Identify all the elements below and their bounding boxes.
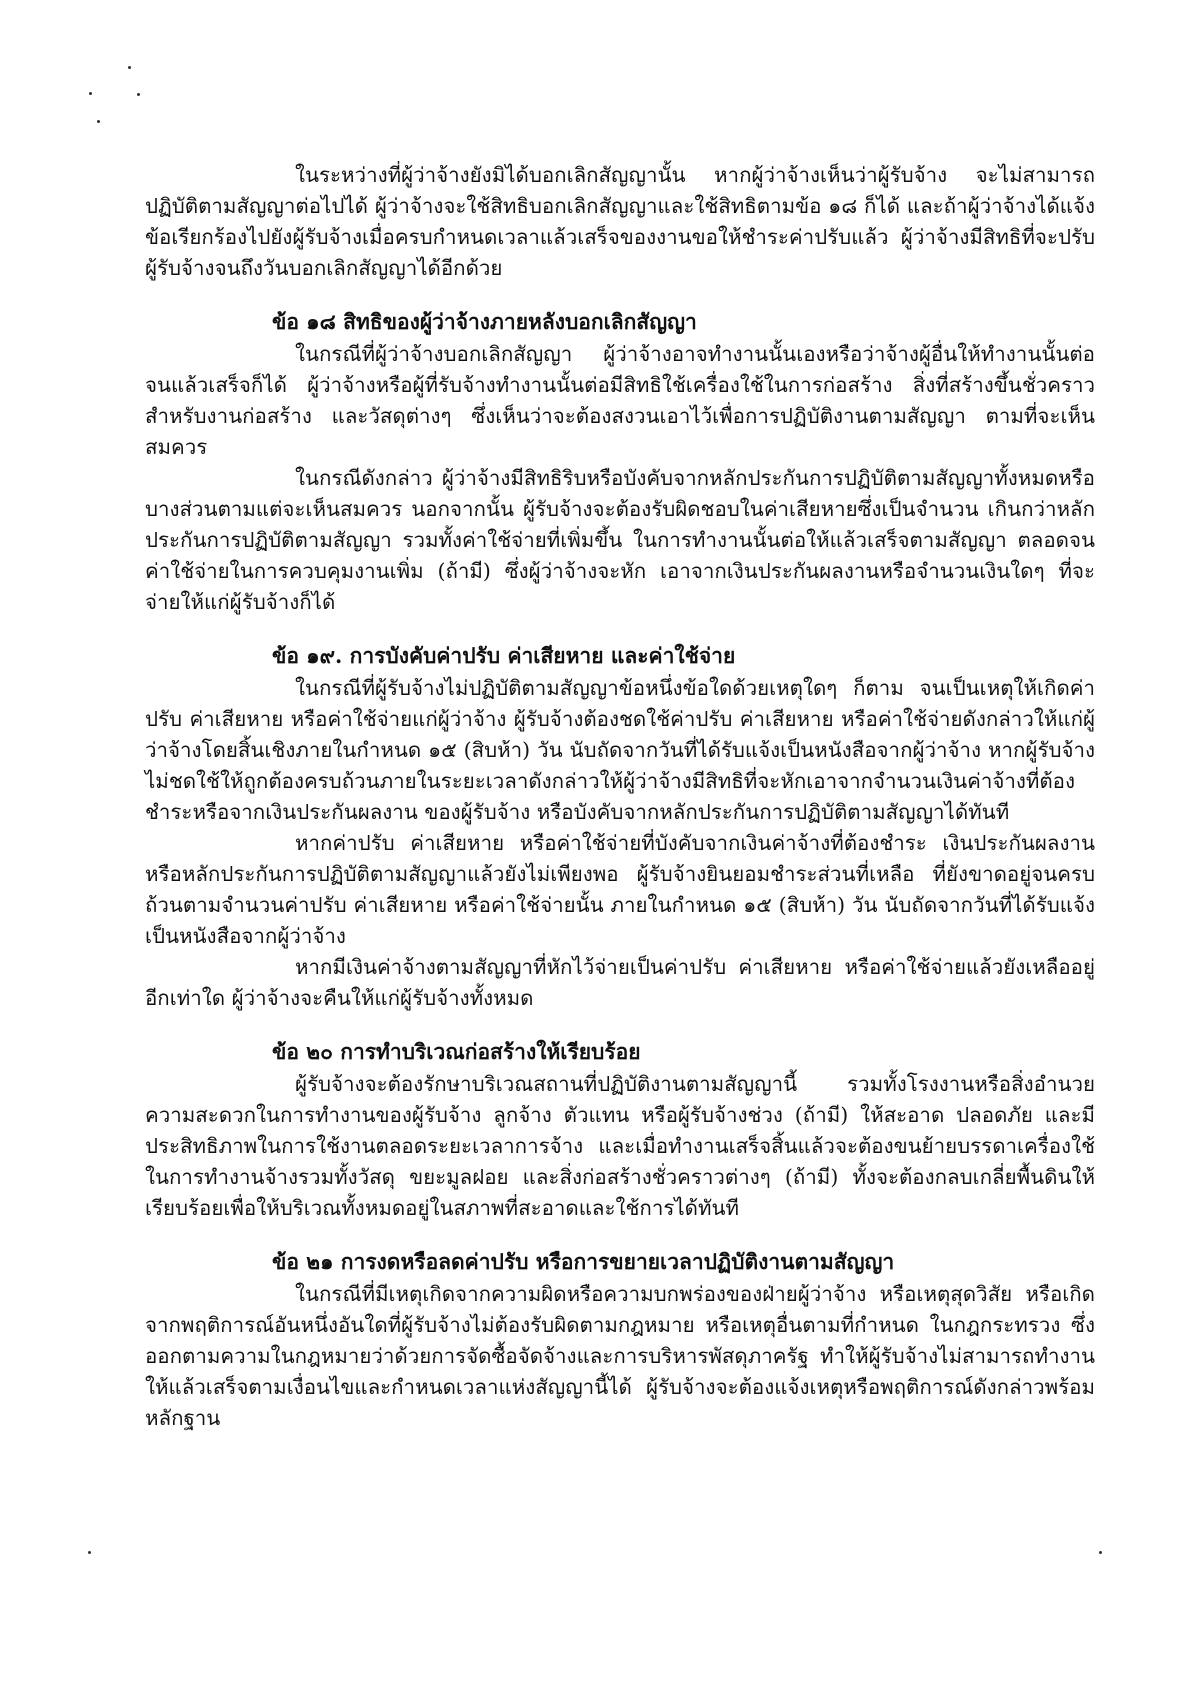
scan-speck [88, 1551, 91, 1554]
section-heading: ข้อ ๒๐ การทำบริเวณก่อสร้างให้เรียบร้อย [272, 1039, 641, 1064]
scan-speck [137, 93, 140, 96]
document-body [145, 160, 1095, 1434]
section-paragraph: หากค่าปรับ ค่าเสียหาย หรือค่าใช้จ่ายที่บังคับจากเงินค่าจ้างที่ต้องชำระ เงินประกันผลงานหรือหลักประกันการปฏิบัติตามสัญญาแล้วยังไม่เพียงพอ ผู้รับจ้างยินยอมชำระส่วนที่เหลือ ที่ยังขาดอยู่จนครบถ้วนตามจำนวนค่าปรับ ค่าเสียหาย หรือค่าใช้จ่ายนั้น ภายในกำหนด ๑๕ (สิบห้า) วัน นับถัดจากวันที่ได้รับแจ้งเป็นหนังสือจากผู้ว่าจ้าง [145, 831, 1095, 948]
section-heading: ข้อ ๑๘ สิทธิของผู้ว่าจ้างภายหลังบอกเลิกสัญญา [272, 309, 697, 334]
scan-speck [97, 120, 100, 123]
section-heading: ข้อ ๒๑ การงดหรือลดค่าปรับ หรือการขยายเวลาปฏิบัติงานตามสัญญา [272, 1249, 895, 1274]
section-20 [145, 1036, 1095, 1224]
section-paragraph: ในกรณีที่มีเหตุเกิดจากความผิดหรือความบกพร่องของฝ่ายผู้ว่าจ้าง หรือเหตุสุดวิสัย หรือเกิดจากพฤติการณ์อันหนึ่งอันใดที่ผู้รับจ้างไม่ต้องรับผิดตามกฎหมาย หรือเหตุอื่นตามที่กำหนด ในกฎกระทรวง ซึ่งออกตามความในกฎหมายว่าด้วยการจัดซื้อจัดจ้างและการบริหารพัสดุภาครัฐ ทำให้ผู้รับจ้างไม่สามารถทำงานให้แล้วเสร็จตามเงื่อนไขและกำหนดเวลาแห่งสัญญานี้ได้ ผู้รับจ้างจะต้องแจ้งเหตุหรือพฤติการณ์ดังกล่าวพร้อมหลักฐาน [145, 1282, 1095, 1430]
section-heading: ข้อ ๑๙. การบังคับค่าปรับ ค่าเสียหาย และค่าใช้จ่าย [272, 643, 736, 668]
section-paragraph: ผู้รับจ้างจะต้องรักษาบริเวณสถานที่ปฏิบัติงานตามสัญญานี้ รวมทั้งโรงงานหรือสิ่งอำนวยความสะดวกในการทำงานของผู้รับจ้าง ลูกจ้าง ตัวแทน หรือผู้รับจ้างช่วง (ถ้ามี) ให้สะอาด ปลอดภัย และมีประสิทธิภาพในการใช้งานตลอดระยะเวลาการจ้าง และเมื่อทำงานเสร็จสิ้นแล้วจะต้องขนย้ายบรรดาเครื่องใช้ในการทำงานจ้างรวมทั้งวัสดุ ขยะมูลฝอย และสิ่งก่อสร้างชั่วคราวต่างๆ (ถ้ามี) ทั้งจะต้องกลบเกลี่ยพื้นดินให้เรียบร้อยเพื่อให้บริเวณทั้งหมดอยู่ในสภาพที่สะอาดและใช้การได้ทันที [145, 1072, 1095, 1220]
scan-speck [1099, 1551, 1102, 1554]
section-18 [145, 306, 1095, 618]
section-paragraph: ในกรณีที่ผู้รับจ้างไม่ปฏิบัติตามสัญญาข้อหนึ่งข้อใดด้วยเหตุใดๆ ก็ตาม จนเป็นเหตุให้เกิดค่าปรับ ค่าเสียหาย หรือค่าใช้จ่ายแก่ผู้ว่าจ้าง ผู้รับจ้างต้องชดใช้ค่าปรับ ค่าเสียหาย หรือค่าใช้จ่ายดังกล่าวให้แก่ผู้ว่าจ้างโดยสิ้นเชิงภายในกำหนด ๑๕ (สิบห้า) วัน นับถัดจากวันที่ได้รับแจ้งเป็นหนังสือจากผู้ว่าจ้าง หากผู้รับจ้างไม่ชดใช้ให้ถูกต้องครบถ้วนภายในระยะเวลาดังกล่าวให้ผู้ว่าจ้างมีสิทธิที่จะหักเอาจากจำนวนเงินค่าจ้างที่ต้องชำระหรือจากเงินประกันผลงาน ของผู้รับจ้าง หรือบังคับจากหลักประกันการปฏิบัติตามสัญญาได้ทันที [145, 676, 1095, 824]
scan-speck [128, 66, 131, 69]
intro-paragraph: ในระหว่างที่ผู้ว่าจ้างยังมิได้บอกเลิกสัญญานั้น หากผู้ว่าจ้างเห็นว่าผู้รับจ้าง จะไม่สามารถปฏิบัติตามสัญญาต่อไปได้ ผู้ว่าจ้างจะใช้สิทธิบอกเลิกสัญญาและใช้สิทธิตามข้อ ๑๘ ก็ได้ และถ้าผู้ว่าจ้างได้แจ้งข้อเรียกร้องไปยังผู้รับจ้างเมื่อครบกำหนดเวลาแล้วเสร็จของงานขอให้ชำระค่าปรับแล้ว ผู้ว่าจ้างมีสิทธิที่จะปรับผู้รับจ้างจนถึงวันบอกเลิกสัญญาได้อีกด้วย [145, 163, 1095, 280]
section-paragraph: ในกรณีดังกล่าว ผู้ว่าจ้างมีสิทธิริบหรือบังคับจากหลักประกันการปฏิบัติตามสัญญาทั้งหมดหรือบางส่วนตามแต่จะเห็นสมควร นอกจากนั้น ผู้รับจ้างจะต้องรับผิดชอบในค่าเสียหายซึ่งเป็นจำนวน เกินกว่าหลักประกันการปฏิบัติตามสัญญา รวมทั้งค่าใช้จ่ายที่เพิ่มขึ้น ในการทำงานนั้นต่อให้แล้วเสร็จตามสัญญา ตลอดจนค่าใช้จ่ายในการควบคุมงานเพิ่ม (ถ้ามี) ซึ่งผู้ว่าจ้างจะหัก เอาจากเงินประกันผลงานหรือจำนวนเงินใดๆ ที่จะจ่ายให้แก่ผู้รับจ้างก็ได้ [145, 466, 1095, 614]
section-paragraph: ในกรณีที่ผู้ว่าจ้างบอกเลิกสัญญา ผู้ว่าจ้างอาจทำงานนั้นเองหรือว่าจ้างผู้อื่นให้ทำงานนั้นต่อจนแล้วเสร็จก็ได้ ผู้ว่าจ้างหรือผู้ที่รับจ้างทำงานนั้นต่อมีสิทธิใช้เครื่องใช้ในการก่อสร้าง สิ่งที่สร้างขึ้นชั่วคราวสำหรับงานก่อสร้าง และวัสดุต่างๆ ซึ่งเห็นว่าจะต้องสงวนเอาไว้เพื่อการปฏิบัติงานตามสัญญา ตามที่จะเห็นสมควร [145, 342, 1095, 459]
section-19 [145, 640, 1095, 1014]
section-21 [145, 1246, 1095, 1434]
section-paragraph: หากมีเงินค่าจ้างตามสัญญาที่หักไว้จ่ายเป็นค่าปรับ ค่าเสียหาย หรือค่าใช้จ่ายแล้วยังเหลืออยู่อีกเท่าใด ผู้ว่าจ้างจะคืนให้แก่ผู้รับจ้างทั้งหมด [145, 955, 1095, 1010]
scan-speck [89, 92, 92, 95]
